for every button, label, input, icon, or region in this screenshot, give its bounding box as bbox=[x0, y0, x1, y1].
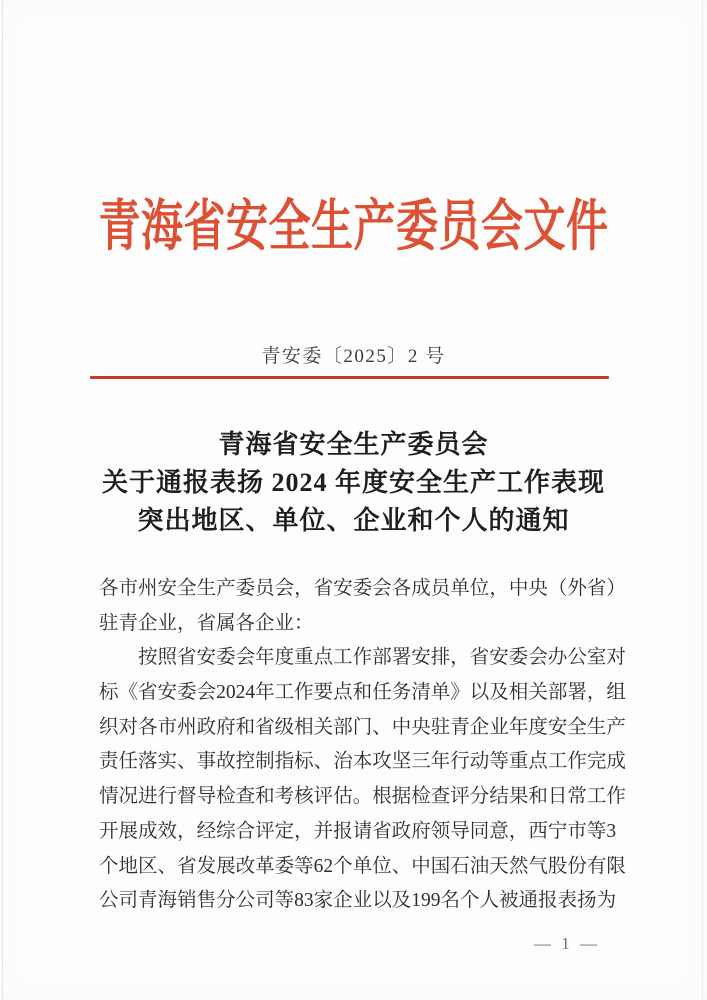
body-line: 开 展 成 效 ， 经 综 合 评 定 ， 并 报 请 省 政 府 领 导 同 意 ， 西 宁 市 等 3 bbox=[99, 820, 617, 842]
body-text bbox=[99, 572, 626, 919]
red-divider bbox=[90, 376, 609, 379]
body-line: 公 司 青 海 销 售 分 公 司 等 83 家 企 业 以 及 199 名 个 人 被 通 报 表 扬 为 bbox=[99, 890, 617, 912]
notice-title-line: 青海省安全生产委员会 bbox=[218, 430, 489, 459]
notice-title-line: 突出地区、单位、企业和个人的通知 bbox=[137, 506, 570, 535]
letterhead-title-text: 青海省安全生产委员会文件 bbox=[98, 197, 609, 259]
letterhead-title bbox=[0, 198, 707, 267]
body-line: 责 任 落 实 、 事 故 控 制 指 标 、 治 本 攻 坚 三 年 行 动 等 重 点 工 作 完 成 bbox=[99, 751, 626, 773]
body-line: 织 对 各 市 州 政 府 和 省 级 相 关 部 门 、 中 央 驻 青 企 业 年 度 安 全 生 产 bbox=[99, 716, 626, 738]
body-line: 驻青企业，省属各企业： bbox=[99, 612, 314, 634]
notice-title-line: 关于通报表扬 2024 年度安全生产工作表现 bbox=[101, 468, 605, 497]
document-number: 青安委〔2025〕2 号 bbox=[261, 346, 446, 367]
body-line: 标 《 省 安 委 会 2024 年 工 作 要 点 和 任 务 清 单 》 以 及 相 关 部 署 ， 组 bbox=[99, 682, 626, 704]
body-line: 情 况 进 行 督 导 检 查 和 考 核 评 估 。 根 据 检 查 评 分 结 果 和 日 常 工 作 bbox=[99, 786, 626, 808]
notice-title bbox=[0, 426, 707, 540]
page-number: — 1 — bbox=[534, 934, 600, 953]
body-line: 个 地 区 、 省 发 展 改 革 委 等 62 个 单 位 、 中 国 石 油 天 然 气 股 份 有 限 bbox=[99, 855, 626, 877]
body-line: 按 照 省 安 委 会 年 度 重 点 工 作 部 署 安 排 ， 省 安 委 会 办 公 室 对 bbox=[138, 647, 626, 669]
body-line: 各 市 州 安 全 生 产 委 员 会 ， 省 安 委 会 各 成 员 单 位 ， 中 央 （ 外 省 ） bbox=[99, 578, 626, 599]
